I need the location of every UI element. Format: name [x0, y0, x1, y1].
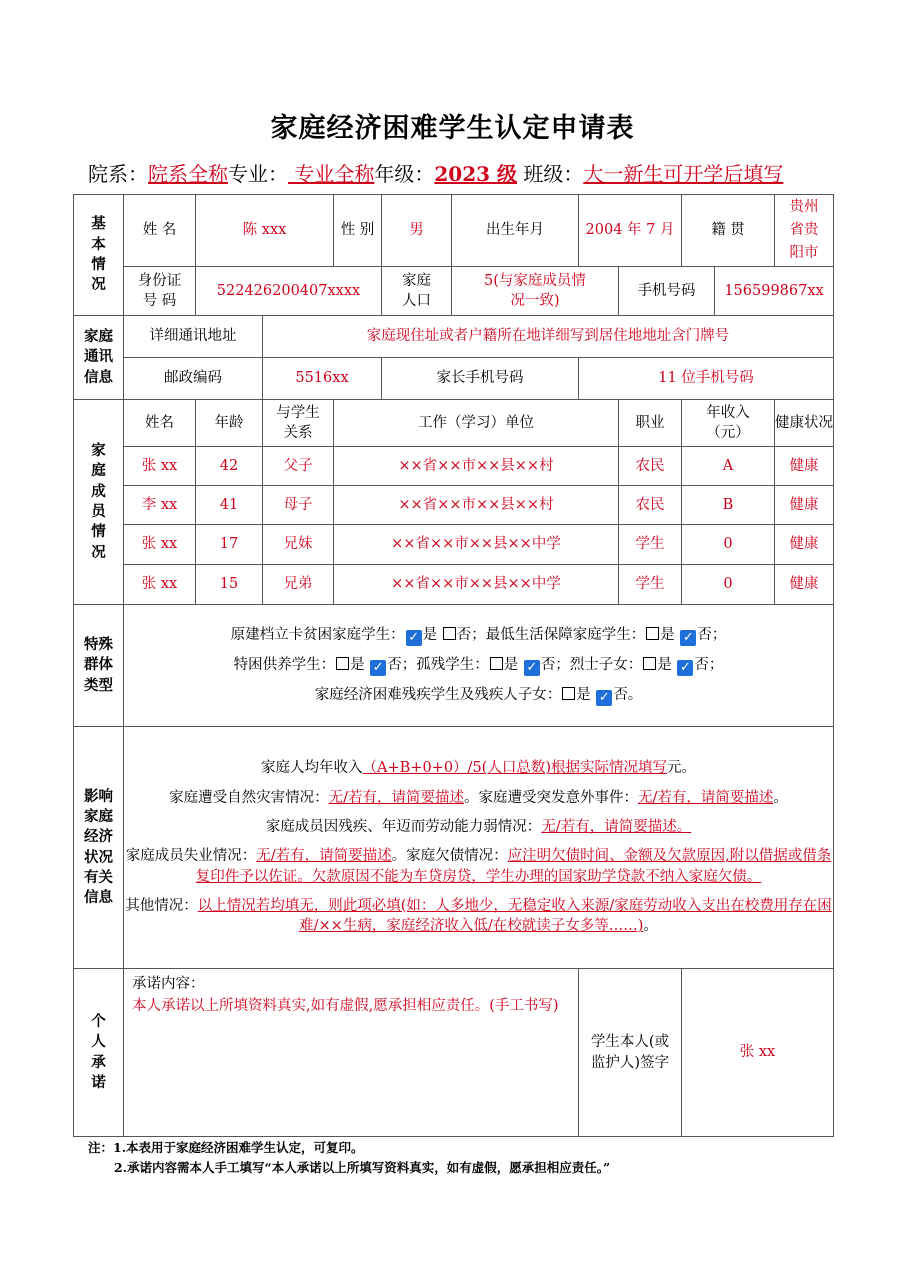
member-age[interactable]: 15 [196, 565, 263, 605]
checkbox-empty[interactable] [562, 687, 575, 700]
note-1: 注：1.本表用于家庭经济困难学生认定，可复印。 [88, 1140, 364, 1155]
pop-value[interactable]: 5(与家庭成员情况一致) [452, 267, 619, 316]
class-label: 班级： [523, 162, 584, 186]
sign-label: 学生本人(或监护人)签字 [579, 969, 682, 1137]
section-members: 家庭成员情况 [74, 400, 124, 605]
members-header-health: 健康状况 [775, 400, 834, 447]
disabled-value[interactable]: 无/若有，请简要描述。 [541, 819, 692, 836]
checkbox-checked[interactable]: ✓ [677, 660, 693, 676]
name-value[interactable]: 陈 xxx [196, 195, 334, 267]
member-relation[interactable]: 父子 [263, 447, 334, 486]
application-form-table [73, 194, 834, 1137]
checkbox-checked[interactable]: ✓ [406, 630, 422, 646]
grade-label: 年级： [374, 162, 435, 186]
member-income[interactable]: 0 [682, 525, 775, 565]
checkbox-checked[interactable]: ✓ [596, 690, 612, 706]
special-line-3: 家庭经济困难残疾学生及残疾人子女： 是 ✓ 否。 [314, 687, 643, 705]
gender-value[interactable]: 男 [382, 195, 452, 267]
footnotes [88, 1138, 610, 1178]
member-work[interactable]: ××省××市××县××村 [334, 447, 619, 486]
member-work[interactable]: ××省××市××县××村 [334, 486, 619, 525]
member-health[interactable]: 健康 [775, 525, 834, 565]
phone-label: 手机号码 [619, 267, 715, 316]
member-work[interactable]: ××省××市××县××中学 [334, 565, 619, 605]
member-name[interactable]: 李 xx [124, 486, 196, 525]
special-line-1: 原建档立卡贫困家庭学生： ✓ 是 否；最低生活保障家庭学生： 是 ✓ 否； [230, 627, 727, 645]
member-age[interactable]: 41 [196, 486, 263, 525]
checkbox-empty[interactable] [643, 657, 656, 670]
sign-value[interactable]: 张 xx [682, 969, 834, 1137]
member-age[interactable]: 17 [196, 525, 263, 565]
table-row [74, 525, 834, 565]
member-health[interactable]: 健康 [775, 486, 834, 525]
income-line: 家庭人均年收入（A+B+0+0）/5(人口总数)根据实际情况填写元。 [261, 760, 696, 777]
section-special: 特殊群体类型 [74, 605, 124, 727]
other-value[interactable]: 以上情况若均填无，则此项必填(如：人多地少，无稳定收入来源/家庭劳动收入支出在校费用存在困难/××生病，家庭经济收入低/在校就读子女多等……) [197, 897, 832, 935]
parent-phone-value[interactable]: 11 位手机号码 [579, 358, 834, 400]
major-label: 专业： [228, 162, 288, 186]
origin-label: 籍 贯 [682, 195, 775, 267]
id-value[interactable]: 522426200407xxxx [196, 267, 382, 316]
form-title: 家庭经济困难学生认定申请表 [270, 113, 635, 144]
checkbox-empty[interactable] [443, 627, 456, 640]
id-label: 身份证号 码 [124, 267, 196, 316]
table-row [74, 565, 834, 605]
checkbox-checked[interactable]: ✓ [524, 660, 540, 676]
member-work[interactable]: ××省××市××县××中学 [334, 525, 619, 565]
note-2: 2.承诺内容需本人手工填写“本人承诺以上所填写资料真实，如有虚假，愿承担相应责任。” [114, 1160, 611, 1175]
birth-label: 出生年月 [452, 195, 579, 267]
table-row [74, 486, 834, 525]
unemploy-line: 家庭成员失业情况：无/若有，请简要描述。家庭欠债情况：应注明欠债时间、金额及欠款原因,附以借据或借条复印件予以佐证。欠款原因不能为车贷房贷，学生办理的国家助学贷款不纳入家庭欠债。 [125, 848, 832, 885]
major-value[interactable]: 专业全称 [294, 162, 375, 186]
checkbox-checked[interactable]: ✓ [370, 660, 386, 676]
checkbox-empty[interactable] [490, 657, 503, 670]
header-line [88, 158, 783, 187]
table-row [74, 447, 834, 486]
income-value[interactable]: （A+B+0+0）/5(人口总数)根据实际情况填写 [362, 760, 667, 777]
members-header-age: 年龄 [196, 400, 263, 447]
member-age[interactable]: 42 [196, 447, 263, 486]
gender-label: 性 别 [334, 195, 382, 267]
grade-value[interactable]: 2023 级 [434, 162, 517, 186]
pledge-content-label: 承诺内容： [132, 976, 205, 992]
member-job[interactable]: 学生 [619, 565, 682, 605]
other-line: 其他情况：以上情况若均填无，则此项必填(如：人多地少，无稳定收入来源/家庭劳动收入支出在校费用存在困难/××生病，家庭经济收入低/在校就读子女多等……)。 [125, 897, 832, 935]
member-name[interactable]: 张 xx [124, 565, 196, 605]
pledge-content-cell [124, 969, 579, 1137]
accident-value[interactable]: 无/若有，请简要描述 [638, 789, 774, 806]
member-job[interactable]: 农民 [619, 486, 682, 525]
member-health[interactable]: 健康 [775, 447, 834, 486]
birth-value[interactable]: 2004 年 7 月 [579, 195, 682, 267]
unemploy-value[interactable]: 无/若有，请简要描述 [256, 848, 392, 865]
section-contact: 家庭通讯信息 [74, 316, 124, 400]
checkbox-empty[interactable] [646, 627, 659, 640]
members-header-name: 姓名 [124, 400, 196, 447]
address-label: 详细通讯地址 [124, 316, 263, 358]
members-header-income: 年收入（元） [682, 400, 775, 447]
dept-value[interactable]: 院系全称 [148, 162, 228, 186]
name-label: 姓 名 [124, 195, 196, 267]
member-income[interactable]: B [682, 486, 775, 525]
member-job[interactable]: 农民 [619, 447, 682, 486]
member-name[interactable]: 张 xx [124, 525, 196, 565]
member-relation[interactable]: 兄弟 [263, 565, 334, 605]
member-relation[interactable]: 兄妹 [263, 525, 334, 565]
parent-phone-label: 家长手机号码 [382, 358, 579, 400]
section-basic: 基本情况 [74, 195, 124, 316]
members-header-work: 工作（学习）单位 [334, 400, 619, 447]
special-line-2: 特困供养学生： 是 ✓ 否；孤残学生： 是 ✓ 否；烈士子女： 是 ✓ 否； [233, 657, 724, 675]
phone-value[interactable]: 156599867xx [715, 267, 834, 316]
pledge-content-value[interactable]: 本人承诺以上所填资料真实,如有虚假,愿承担相应责任。(手工书写) [132, 998, 559, 1015]
impact-block [124, 727, 834, 969]
origin-value[interactable]: 贵州省贵阳市 [775, 195, 834, 267]
checkbox-checked[interactable]: ✓ [680, 630, 696, 646]
class-value[interactable]: 大一新生可开学后填写 [583, 162, 784, 186]
disabled-line: 家庭成员因残疾、年迈而劳动能力弱情况：无/若有，请简要描述。 [265, 819, 692, 836]
member-health[interactable]: 健康 [775, 565, 834, 605]
section-impact: 影响家庭经济状况有关信息 [74, 727, 124, 969]
zip-value[interactable]: 5516xx [263, 358, 382, 400]
member-name[interactable]: 张 xx [124, 447, 196, 486]
debt-value[interactable]: 应注明欠债时间、金额及欠款原因,附以借据或借条复印件予以佐证。欠款原因不能为车贷房贷，学生办理的国家助学贷款不纳入家庭欠债。 [195, 848, 832, 885]
disaster-value[interactable]: 无/若有，请简要描述 [328, 789, 464, 806]
address-value[interactable]: 家庭现住址或者户籍所在地详细写到居住地地址含门牌号 [263, 316, 834, 358]
section-pledge: 个人承诺 [74, 969, 124, 1137]
member-job[interactable]: 学生 [619, 525, 682, 565]
member-income[interactable]: 0 [682, 565, 775, 605]
pop-label: 家庭人口 [382, 267, 452, 316]
disaster-line: 家庭遭受自然灾害情况：无/若有，请简要描述。家庭遭受突发意外事件：无/若有，请简要描述。 [169, 789, 788, 806]
members-header-relation: 与学生关系 [263, 400, 334, 447]
members-header-job: 职业 [619, 400, 682, 447]
checkbox-empty[interactable] [336, 657, 349, 670]
zip-label: 邮政编码 [124, 358, 263, 400]
member-relation[interactable]: 母子 [263, 486, 334, 525]
special-groups-block [124, 605, 834, 727]
dept-label: 院系： [88, 162, 148, 186]
member-income[interactable]: A [682, 447, 775, 486]
